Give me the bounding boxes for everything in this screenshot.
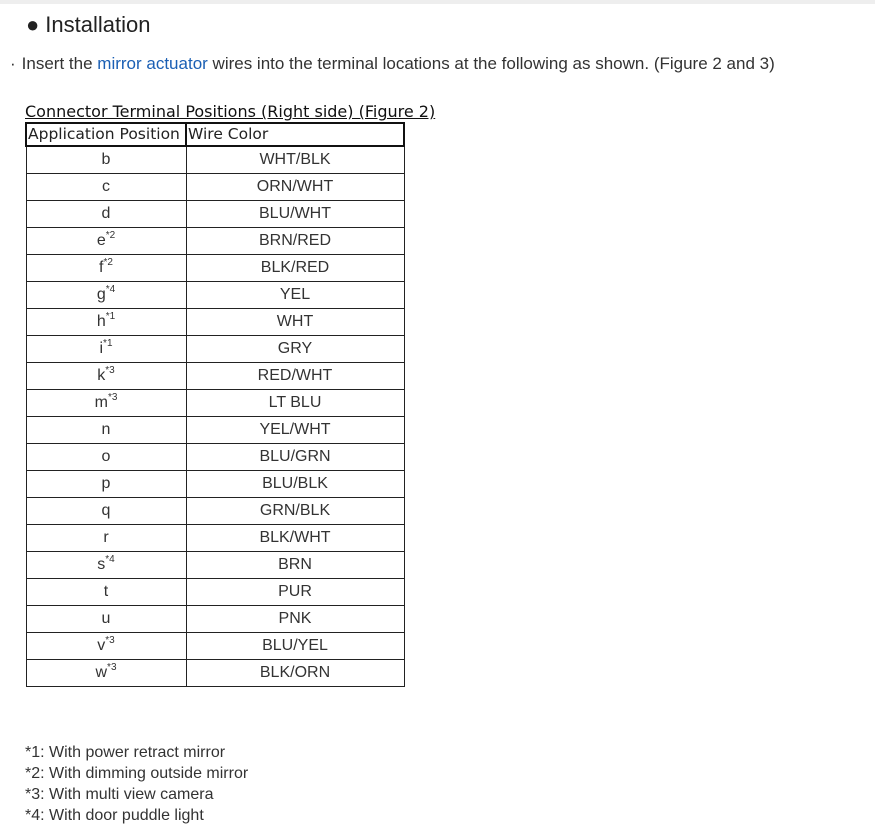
table-row xyxy=(26,498,404,525)
table-row xyxy=(26,417,404,444)
footnote-marker: *3 xyxy=(105,365,115,376)
top-divider xyxy=(0,0,875,4)
cell-application-position xyxy=(26,174,186,201)
table-row xyxy=(26,228,404,255)
table-row xyxy=(26,336,404,363)
position-letter: b xyxy=(101,151,111,168)
position-letter: s xyxy=(97,556,106,573)
cell-application-position xyxy=(26,390,186,417)
position-letter: i xyxy=(99,340,104,357)
table-row xyxy=(26,525,404,552)
cell-application-position xyxy=(26,498,186,525)
cell-application-position xyxy=(26,417,186,444)
position-letter: p xyxy=(101,475,111,492)
table-row xyxy=(26,552,404,579)
cell-wire-color: BRN xyxy=(186,552,404,579)
cell-application-position xyxy=(26,552,186,579)
footnote: *3: With multi view camera xyxy=(25,786,214,803)
footnote: *2: With dimming outside mirror xyxy=(25,765,249,782)
position-letter: g xyxy=(96,286,106,303)
bullet-icon: ● xyxy=(26,12,40,37)
cell-application-position xyxy=(26,444,186,471)
instruction-after: wires into the terminal locations at the following as shown. (Figure 2 and 3) xyxy=(207,54,775,73)
table-body xyxy=(26,146,404,687)
cell-wire-color: BLU/WHT xyxy=(186,201,404,228)
cell-wire-color: PUR xyxy=(186,579,404,606)
table-row xyxy=(26,633,404,660)
table-row xyxy=(26,390,404,417)
cell-wire-color: YEL xyxy=(186,282,404,309)
position-letter: c xyxy=(102,178,110,195)
cell-application-position xyxy=(26,336,186,363)
header-wire-color: Wire Color xyxy=(186,123,404,146)
table-row xyxy=(26,174,404,201)
cell-application-position xyxy=(26,660,186,687)
position-letter: o xyxy=(101,448,111,465)
cell-application-position xyxy=(26,525,186,552)
footnotes xyxy=(25,742,248,826)
footnote-marker: *1 xyxy=(103,338,113,349)
footnote-marker: *4 xyxy=(105,284,116,295)
position-letter: f xyxy=(99,259,104,276)
cell-wire-color: GRY xyxy=(186,336,404,363)
cell-wire-color: BLK/ORN xyxy=(186,660,404,687)
cell-wire-color: GRN/BLK xyxy=(186,498,404,525)
position-letter: v xyxy=(97,637,106,654)
table-row xyxy=(26,282,404,309)
cell-application-position xyxy=(26,228,186,255)
footnote-marker: *2 xyxy=(105,230,116,241)
cell-wire-color: BLU/GRN xyxy=(186,444,404,471)
table-row xyxy=(26,471,404,498)
cell-wire-color: RED/WHT xyxy=(186,363,404,390)
position-letter: q xyxy=(101,502,111,519)
cell-wire-color: WHT/BLK xyxy=(186,146,404,174)
table-row xyxy=(26,660,404,687)
header-application-position: Application Position xyxy=(26,123,186,146)
instruction-text xyxy=(10,52,775,76)
cell-wire-color: WHT xyxy=(186,309,404,336)
position-letter: h xyxy=(96,313,106,330)
list-dot-icon: · xyxy=(10,54,16,73)
cell-wire-color: BLU/YEL xyxy=(186,633,404,660)
section-heading xyxy=(26,10,150,40)
position-letter: e xyxy=(96,232,106,249)
table-row xyxy=(26,606,404,633)
cell-wire-color: LT BLU xyxy=(186,390,404,417)
footnote-marker: *3 xyxy=(105,635,115,646)
cell-wire-color: BRN/RED xyxy=(186,228,404,255)
table-row xyxy=(26,363,404,390)
table-caption: Connector Terminal Positions (Right side) (Figure 2) xyxy=(25,102,436,121)
position-letter: k xyxy=(97,367,106,384)
table-row xyxy=(26,146,404,174)
footnote-marker: *3 xyxy=(107,392,118,403)
cell-wire-color: YEL/WHT xyxy=(186,417,404,444)
position-letter: m xyxy=(94,394,108,411)
cell-application-position xyxy=(26,201,186,228)
table-row xyxy=(26,444,404,471)
footnote-marker: *2 xyxy=(103,257,113,268)
cell-application-position xyxy=(26,633,186,660)
cell-wire-color: PNK xyxy=(186,606,404,633)
position-letter: d xyxy=(101,205,111,222)
cell-application-position xyxy=(26,471,186,498)
cell-application-position xyxy=(26,309,186,336)
table-header-row xyxy=(26,123,404,146)
instruction-before: Insert the xyxy=(21,54,98,73)
table-row xyxy=(26,201,404,228)
table-row xyxy=(26,309,404,336)
footnote-marker: *1 xyxy=(105,311,116,322)
section-title: Installation xyxy=(45,12,151,37)
cell-application-position xyxy=(26,606,186,633)
terminal-positions-table xyxy=(25,122,405,687)
footnote-marker: *3 xyxy=(107,662,117,673)
footnote: *4: With door puddle light xyxy=(25,807,204,824)
cell-application-position xyxy=(26,282,186,309)
table-row xyxy=(26,579,404,606)
footnote-marker: *4 xyxy=(105,554,115,565)
cell-wire-color: BLK/RED xyxy=(186,255,404,282)
cell-wire-color: BLK/WHT xyxy=(186,525,404,552)
cell-application-position xyxy=(26,255,186,282)
mirror-actuator-link[interactable]: mirror actuator xyxy=(97,54,208,73)
position-letter: r xyxy=(103,529,109,546)
table-row xyxy=(26,255,404,282)
cell-application-position xyxy=(26,146,186,174)
cell-application-position xyxy=(26,363,186,390)
cell-application-position xyxy=(26,579,186,606)
position-letter: u xyxy=(101,610,111,627)
cell-wire-color: BLU/BLK xyxy=(186,471,404,498)
position-letter: w xyxy=(95,664,108,681)
footnote: *1: With power retract mirror xyxy=(25,744,226,761)
cell-wire-color: ORN/WHT xyxy=(186,174,404,201)
position-letter: t xyxy=(103,583,109,600)
position-letter: n xyxy=(101,421,111,438)
